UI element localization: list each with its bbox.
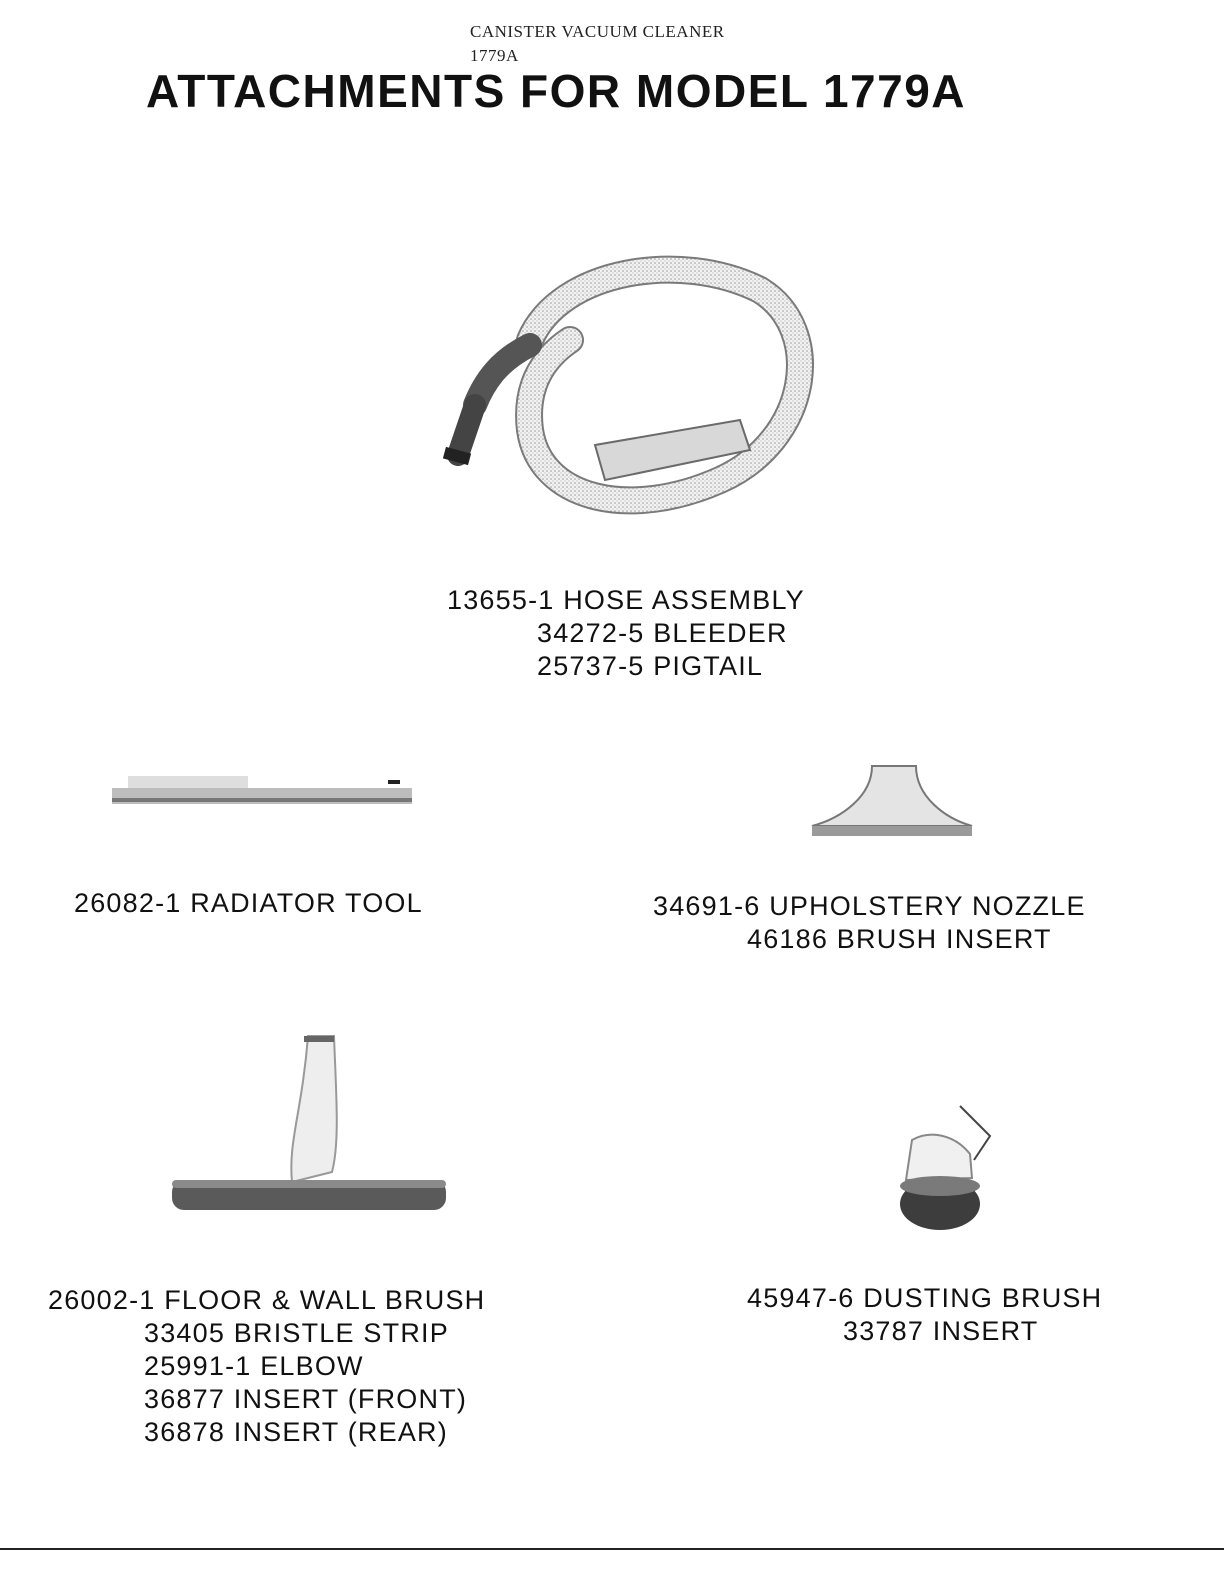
upholstery-part-line: 34691-6 UPHOLSTERY NOZZLE <box>653 891 1086 921</box>
dusting-part-line: 45947-6 DUSTING BRUSH <box>747 1283 1103 1313</box>
dusting-brush-label <box>747 1282 1102 1348</box>
upholstery-nozzle-image <box>808 760 978 842</box>
hose-assembly-label <box>447 584 805 683</box>
hose-part-line: 34272-5 BLEEDER <box>537 618 788 648</box>
floor-wall-brush-image <box>168 1032 450 1217</box>
hose-part-line: 25737-5 PIGTAIL <box>537 651 764 681</box>
radiator-tool-label <box>74 887 423 920</box>
floor-part-line: 36877 INSERT (FRONT) <box>144 1384 468 1414</box>
floor-part-line: 36878 INSERT (REAR) <box>144 1417 448 1447</box>
radiator-tool-image <box>108 762 418 812</box>
upholstery-nozzle-label <box>653 890 1086 956</box>
footer-rule <box>0 1548 1224 1550</box>
floor-part-line: 26002-1 FLOOR & WALL BRUSH <box>48 1285 486 1315</box>
doc-subheader: CANISTER VACUUM CLEANER <box>470 22 725 41</box>
floor-wall-brush-label <box>48 1284 485 1449</box>
page-title: ATTACHMENTS FOR MODEL 1779A <box>146 65 967 117</box>
dusting-part-line: 33787 INSERT <box>843 1316 1039 1346</box>
hose-assembly-image <box>430 230 830 530</box>
hose-part-line: 13655-1 HOSE ASSEMBLY <box>447 585 805 615</box>
upholstery-part-line: 46186 BRUSH INSERT <box>747 924 1052 954</box>
floor-part-line: 33405 BRISTLE STRIP <box>144 1318 449 1348</box>
floor-part-line: 25991-1 ELBOW <box>144 1351 364 1381</box>
radiator-part-line: 26082-1 RADIATOR TOOL <box>74 888 423 918</box>
doc-model-code: 1779A <box>470 46 519 65</box>
dusting-brush-image <box>890 1100 1000 1235</box>
